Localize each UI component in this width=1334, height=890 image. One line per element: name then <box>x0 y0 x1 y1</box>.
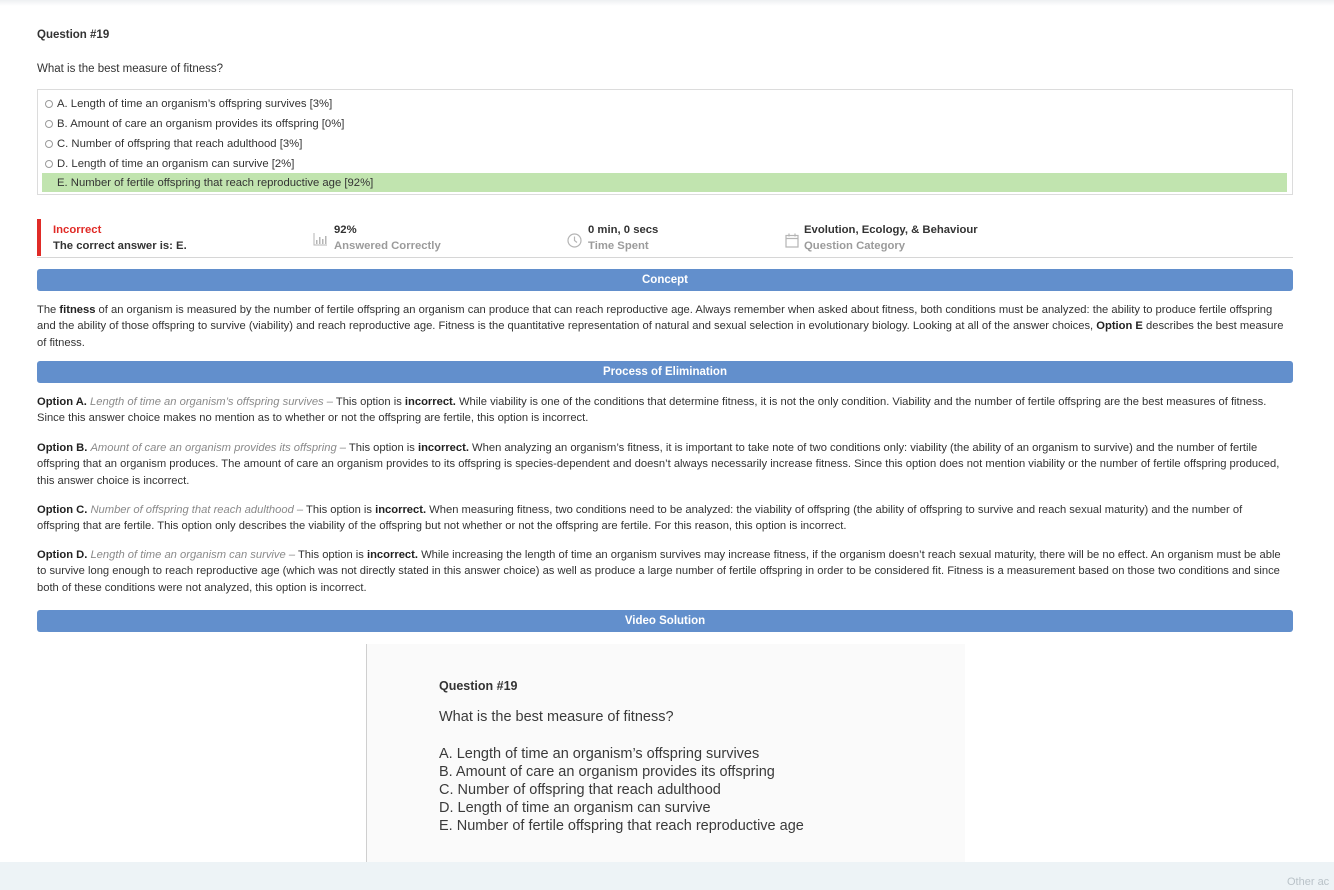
video-option: C. Number of offspring that reach adulthood <box>439 782 721 798</box>
video-option: D. Length of time an organism can survive <box>439 800 711 816</box>
option-italic: Number of offspring that reach adulthood – <box>90 504 304 516</box>
status-label: Incorrect <box>53 224 102 236</box>
result-stats <box>37 219 1293 258</box>
option-text: This option is <box>295 549 367 561</box>
result-status <box>53 222 187 254</box>
option-a-explanation <box>37 394 1287 427</box>
percent-stat <box>334 222 441 254</box>
option-label: Option B. <box>37 442 88 454</box>
video-question-title: Question #19 <box>439 679 518 693</box>
incorrect-indicator <box>37 219 41 256</box>
time-stat <box>588 222 658 254</box>
clock-icon <box>567 233 582 248</box>
concept-header: Concept <box>37 269 1293 291</box>
choice-a[interactable] <box>42 94 1287 113</box>
option-text: This option is <box>303 504 376 516</box>
concept-bold: Option E <box>1096 320 1143 333</box>
concept-text: The <box>37 304 60 316</box>
category-label: Question Category <box>804 240 906 252</box>
option-text: This option is <box>332 396 405 408</box>
video-option: B. Amount of care an organism provides its offspring <box>439 764 775 780</box>
radio-icon[interactable] <box>45 100 53 108</box>
option-italic: Length of time an organism can survive – <box>90 549 296 561</box>
choice-e-correct[interactable] <box>42 173 1287 192</box>
bar-chart-icon <box>313 233 327 246</box>
choice-c[interactable] <box>42 134 1287 153</box>
concept-text: describes the best measure of fitness. <box>37 320 1284 349</box>
question-title: Question #19 <box>37 29 110 41</box>
choice-d[interactable] <box>42 154 1287 173</box>
option-verdict: incorrect. <box>417 442 469 454</box>
concept-text: of an organism is measured by the number of fertile offspring an organism can produce that can reach reproductive age. Always remember when asked about fitness, both conditions must be analyzed: the ability to produce fertile offspring and the ability of those offspring to survive (viability) and reach reproductive age. Fitness is the quantitative representation of natural and sexual selection in evolutionary biology. Looking at all of the answer choices, <box>37 304 1273 333</box>
choice-label: A. Length of time an organism’s offspring survives [3%] <box>57 97 333 110</box>
option-verdict: incorrect. <box>366 549 418 561</box>
option-text: While viability is one of the conditions that determine fitness, it is not the only condition. Viability and the number of fertile offspring are the best measures of fitness. Since this answer choice makes no mention as to whether or not the offspring are fertile, this option is incorrect. <box>37 396 1267 425</box>
choice-label: C. Number of offspring that reach adulthood [3%] <box>57 137 303 150</box>
footer-bar <box>0 862 1334 890</box>
percent-label: Answered Correctly <box>334 240 441 252</box>
video-solution-header: Video Solution <box>37 610 1293 632</box>
video-option: A. Length of time an organism’s offspring survives <box>439 746 760 762</box>
video-options <box>439 745 804 835</box>
category-stat <box>804 222 978 254</box>
choice-label: D. Length of time an organism can survive [2%] <box>57 157 295 170</box>
concept-bold: fitness <box>59 304 96 316</box>
option-text: When analyzing an organism’s fitness, it is important to take note of two conditions only: viability (the ability of an organism to survive) and the number of fertile offspring that an organism produces. The amount of care an organism provides to its offspring is species-dependent and doesn’t always necessarily increase fitness. Since this option does not mention viability or the number of fertile offspring produced, this answer choice is incorrect. <box>37 442 1280 487</box>
option-text: When measuring fitness, two conditions need to be analyzed: the viability of offspring (the ability of offspring to survive and reach sexual maturity) and the number of offspring that are fertile. This option only describes the viability of the offspring but not whether or not the offspring are fertile. For this reason, this option is incorrect. <box>37 504 1243 533</box>
category-value: Evolution, Ecology, & Behaviour <box>804 224 978 236</box>
top-shadow <box>0 0 1334 6</box>
answer-choices <box>37 89 1293 195</box>
correct-answer: The correct answer is: E. <box>53 240 187 252</box>
option-c-explanation <box>37 502 1287 535</box>
option-label: Option C. <box>37 504 88 516</box>
option-d-explanation <box>37 547 1287 596</box>
question-text: What is the best measure of fitness? <box>37 63 224 75</box>
option-italic: Amount of care an organism provides its offspring – <box>90 442 347 454</box>
option-text: This option is <box>346 442 418 454</box>
choice-label: B. Amount of care an organism provides its offspring [0%] <box>57 117 345 130</box>
radio-icon[interactable] <box>45 140 53 148</box>
video-player[interactable] <box>366 644 965 862</box>
elimination-header: Process of Elimination <box>37 361 1293 383</box>
option-text: While increasing the length of time an organism survives may increase fitness, if the organism doesn’t reach sexual maturity, there will be no effect. An organism must be able to survive long enough to reach reproductive age (which was not directly stated in this answer choice) as well as produce a large number of fertile offspring in order to be considered fit. Fitness is a measurement based on those two conditions and since both of these conditions were not analyzed, this option is incorrect. <box>37 549 1281 594</box>
option-label: Option D. <box>37 549 88 561</box>
video-question-text: What is the best measure of fitness? <box>439 709 674 725</box>
video-option: E. Number of fertile offspring that reach reproductive age <box>439 818 804 834</box>
calendar-icon <box>785 233 799 248</box>
choice-label: E. Number of fertile offspring that reach reproductive age [92%] <box>57 176 374 189</box>
option-verdict: incorrect. <box>375 504 427 516</box>
option-italic: Length of time an organism’s offspring survives – <box>90 396 333 408</box>
concept-explanation <box>37 302 1287 351</box>
percent-value: 92% <box>334 224 357 236</box>
choice-b[interactable] <box>42 114 1287 133</box>
option-verdict: incorrect. <box>404 396 456 408</box>
time-value: 0 min, 0 secs <box>588 224 659 236</box>
option-label: Option A. <box>37 396 87 408</box>
radio-icon[interactable] <box>45 120 53 128</box>
radio-icon[interactable] <box>45 160 53 168</box>
footer-link[interactable]: Other ac <box>1287 876 1330 888</box>
time-label: Time Spent <box>588 240 649 252</box>
option-b-explanation <box>37 440 1287 489</box>
